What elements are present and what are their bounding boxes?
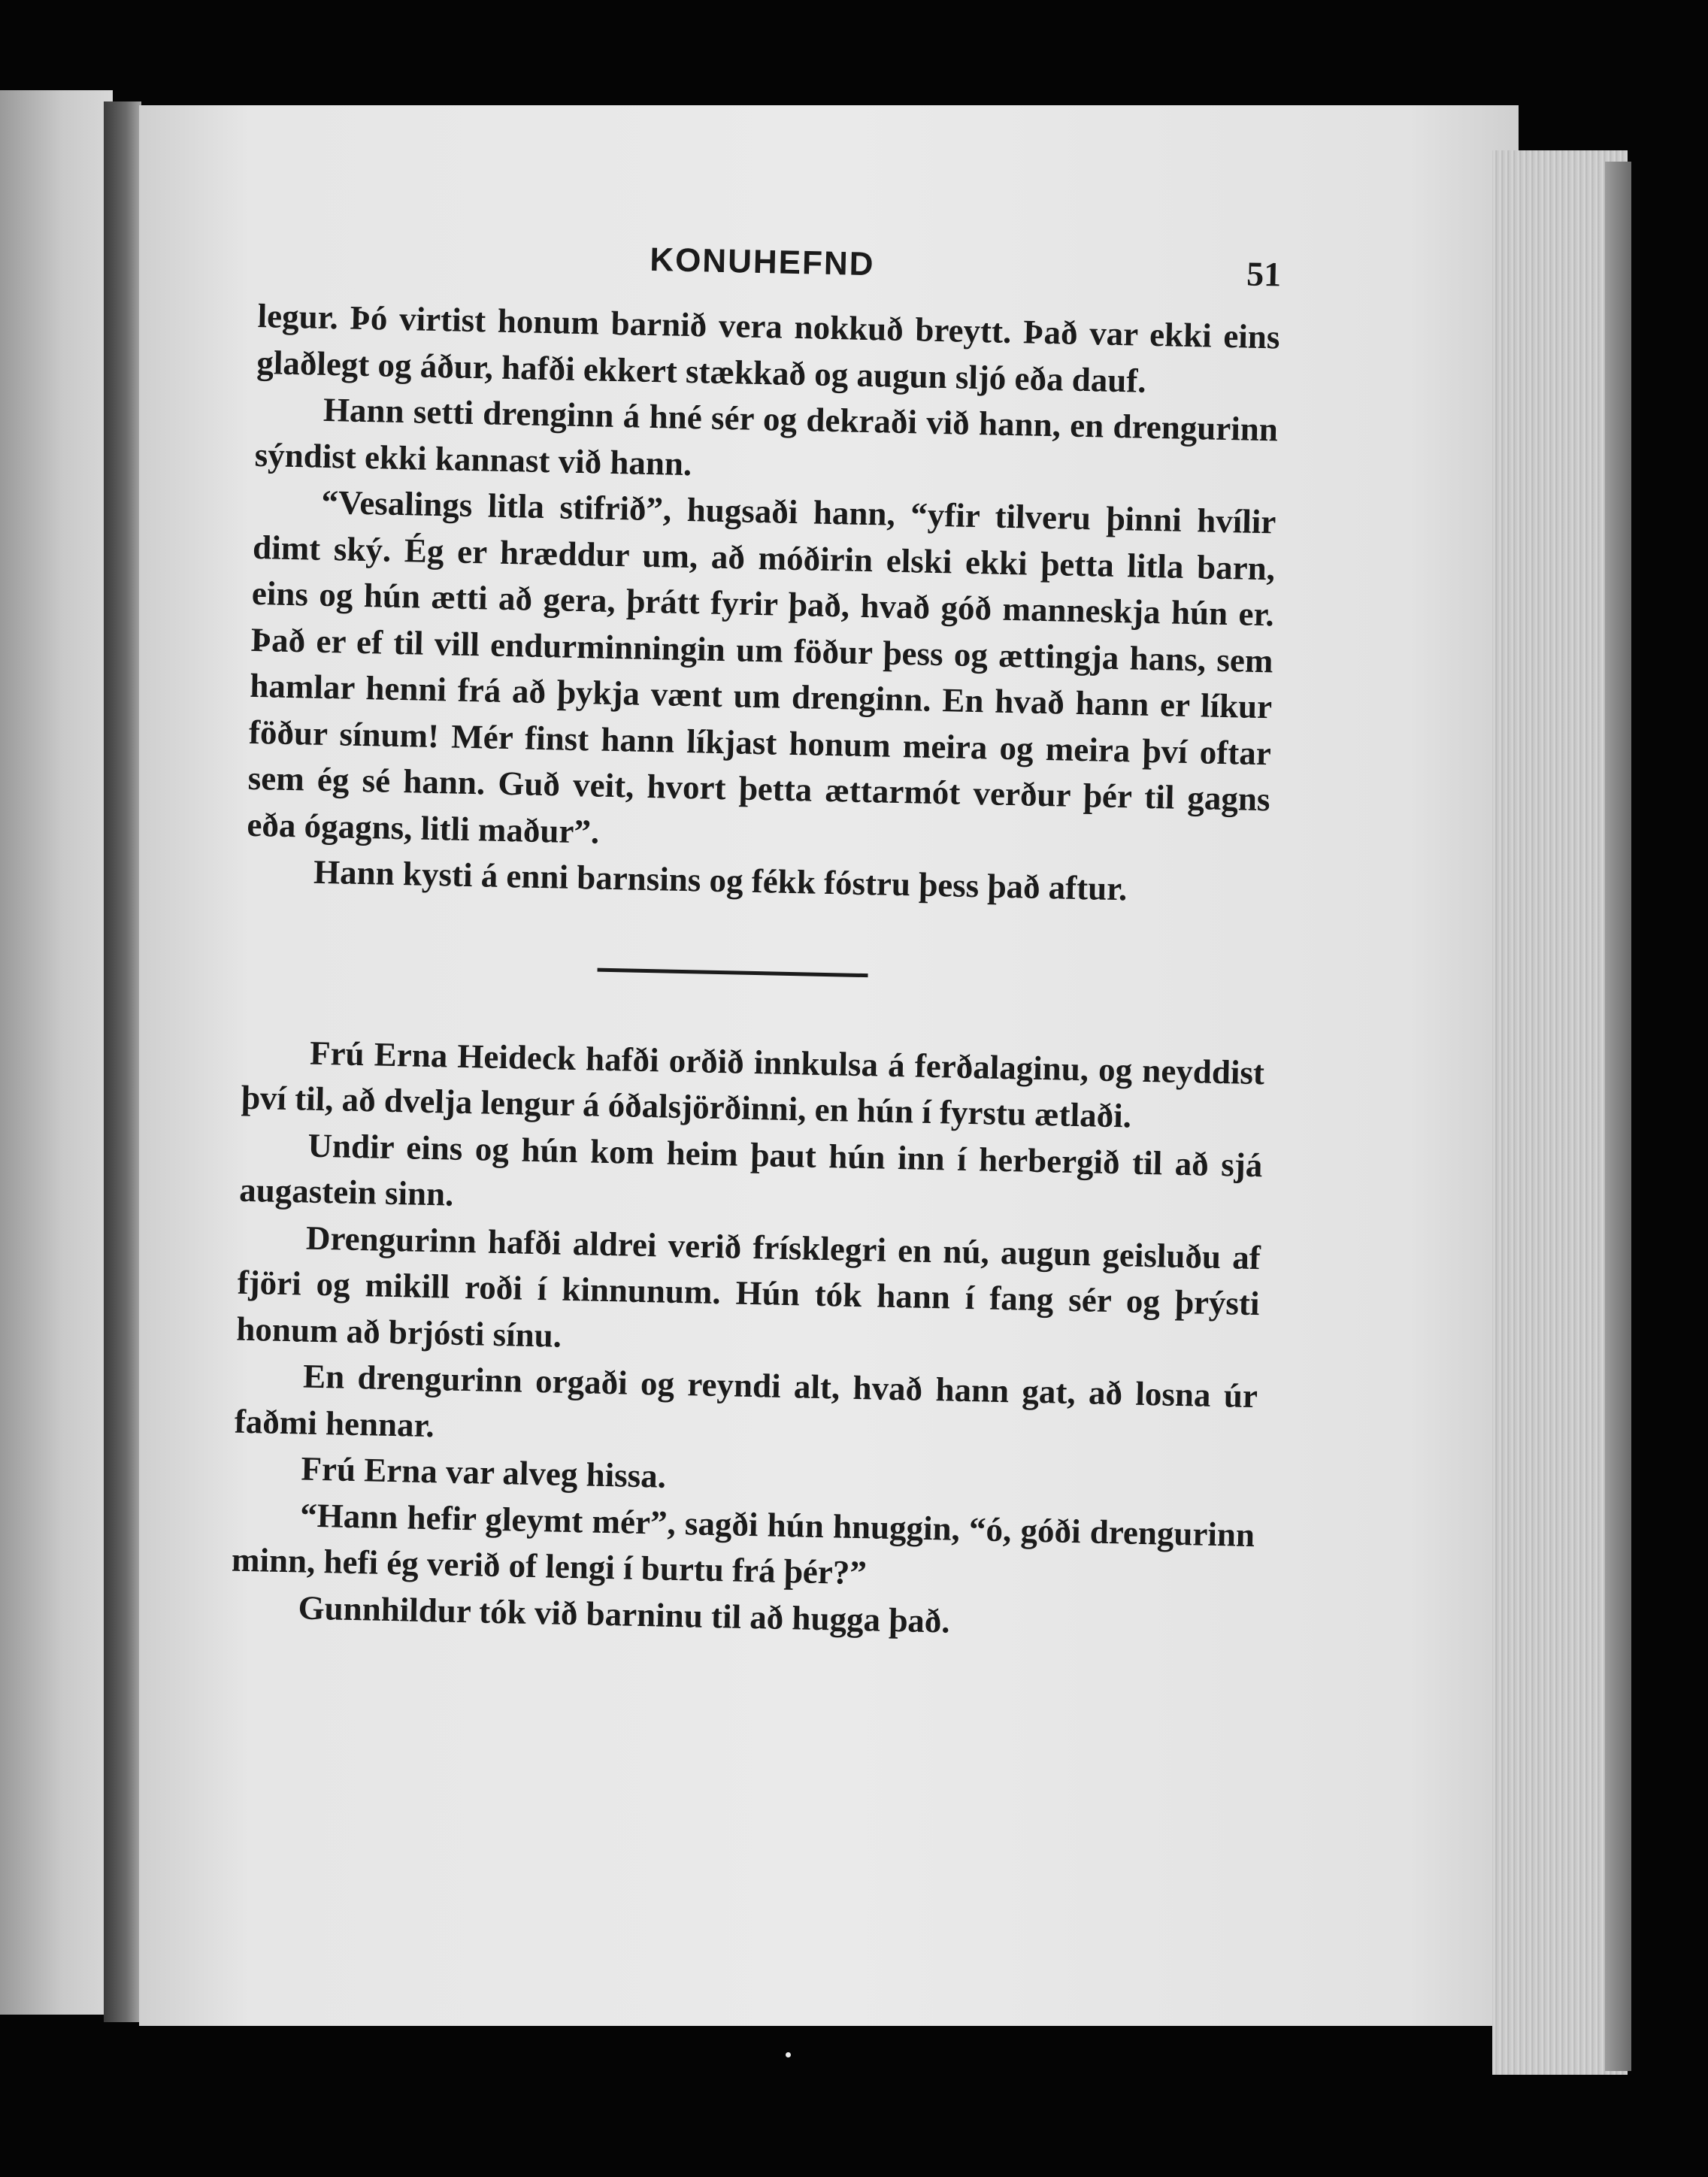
- paragraph: Frú Erna var alveg hissa.: [301, 1449, 667, 1495]
- page-stack-shadow: [1605, 162, 1631, 2071]
- book-gutter: [104, 101, 141, 2022]
- paragraph: En drengurinn orgaði og reyndi alt, hvað hann gat, að losna úr faðmi hennar.: [234, 1357, 1258, 1444]
- section-divider: [598, 967, 868, 977]
- paragraph: Gunnhildur tók við barninu til að hugga það.: [298, 1588, 951, 1640]
- paragraph: “Hann hefir gleymt mér”, sagði hún hnuggin, “ó, góði drengurinn minn, hefi ég verið of lengi í burtu frá þér?”: [231, 1496, 1255, 1592]
- running-head: KONUHEFND: [649, 241, 875, 283]
- dust-speck: [786, 2052, 791, 2057]
- paragraph: legur. Þó virtist honum barnið vera nokkuð breytt. Það var ekki eins glaðlegt og áður, hafði ekkert stækkað og augun sljó eða dauf.: [256, 296, 1280, 400]
- page-number: 51: [1246, 254, 1282, 294]
- facing-page-edge: [0, 90, 113, 2015]
- paragraph: Frú Erna Heideck hafði orðið innkulsa á ferðalaginu, og neyddist því til, að dvelja lengur á óðalsjörðinni, en hún í fyrstu ætlaði.: [241, 1034, 1265, 1135]
- page-text: [230, 233, 1282, 1651]
- paragraph: Hann kysti á enni barnsins og fékk fóstru þess það aftur.: [313, 852, 1128, 908]
- paragraph: Drengurinn hafði aldrei verið frísklegri en nú, augun geisluðu af fjöri og mikill roði í kinnunum. Hún tók hann í fang sér og þrýsti honum að brjósti sínu.: [235, 1219, 1261, 1355]
- paragraph: Undir eins og hún kom heim þaut hún inn í herbergið til að sjá augastein sinn.: [238, 1126, 1263, 1213]
- paragraph: Hann setti drenginn á hné sér og dekraði við hann, en drengurinn sýndist ekki kannast við hann.: [254, 390, 1279, 483]
- paragraph: “Vesalings litla stifrið”, hugsaði hann, “yfir tilveru þinni hvílir dimt ský. Ég er hræddur um, að móðirin elski ekki þetta litla barn, eins og hún ætti að gera, þrátt fyrir það, hvað góð manneskja hún er. Það er ef til vill endurminningin um föður þess og ættingja hans, sem hamlar henni frá að þykja vænt um drenginn. En hvað hann er líkur föður sínum! Mér finst hann líkjast honum meira og meira því oftar sem ég sé hann. Guð veit, hvort þetta ættarmót verður þér til gagns eða ógagns, litli maður”.: [247, 483, 1276, 851]
